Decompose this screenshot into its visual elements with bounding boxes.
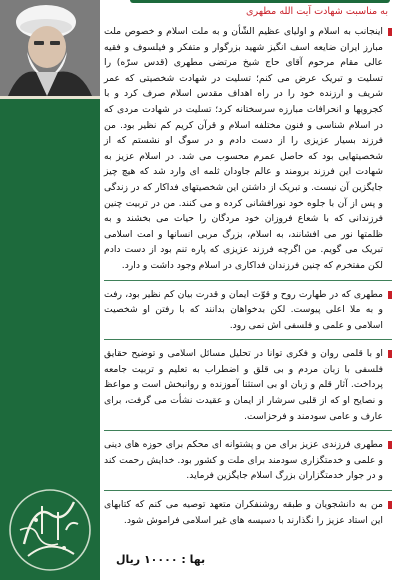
price-label: بها : ۱۰۰۰۰ ریال bbox=[116, 553, 206, 566]
header-title-bar bbox=[130, 0, 390, 3]
divider bbox=[104, 430, 392, 431]
divider bbox=[104, 339, 392, 340]
paragraph-1: اینجانب به اسلام و اولیای عظیم الشّأن و به ملت اسلام و خصوص ملت مبارز ایران ضایعه اسف انگیز شهید بزرگوار و متفکر و فیلسوف و فقیه عالی مقام مرحوم آقای حاج شیخ مرتضی مطهری (قدس سرّه) را تسلیت و تبریک عرض می کنم؛ تسلیت در شهادت شخصیتی که عمر شریف و ارزنده خود را در راه اهداف مقدس اسلام صرف کرد و با کجرویها و انحرافات مبارزه سرسختانه کرد؛ تسلیت در شهادت مردی که در اسلام شناسی و فنون مختلفه اسلام و قرآن کریم کم نظیر بود. من فرزند بسیار عزیزی را از دست دادم و در سوگ او نشستم که از شخصیتهایی بود که حاصل عمرم محسوب می شد. در اسلام عزیز به شهادت این فرزند برومند و عالم جاودان ثلمه ای وارد شد که هیچ چیز جایگزین آن نیست. و تبریک از داشتن این شخصیتهای فداکار که در زندگی و پس از آن با جلوه خود نورافشانی کرده و می کنند. من در تربیت چنین فرزندانی که با شعاع فروزان خود مردگان را حیات می بخشند و به ظلمتها نور می افشانند، به اسلام، بزرگ مربی انسانها و امت اسلامی تبریک می گویم. من اگرچه فرزند عزیزی که پاره تنم بود از دست دادم لکن مفتخرم که چنین فرزندان فداکاری در اسلام وجود داشت و دارد. bbox=[104, 24, 392, 274]
divider bbox=[104, 280, 392, 281]
calligraphy-emblem-icon bbox=[4, 484, 96, 576]
portrait-image bbox=[0, 0, 100, 96]
paragraph-4: مطهری فرزندی عزیز برای من و پشتوانه ای محکم برای حوزه های دینی و علمی و خدمتگزاری سودمند برای ملت و کشور بود. خدایش رحمت کند و در جوار خدمتگزاران بزرگ اسلام جایگزین فرماید. bbox=[104, 437, 392, 484]
header bbox=[100, 0, 400, 22]
paragraph-5: من به دانشجویان و طبقه روشنفکران متعهد توصیه می کنم که کتابهای این استاد عزیز را نگذارند با دسیسه های غیر اسلامی فراموش شود. bbox=[104, 497, 392, 528]
paragraph-3: او با قلمی روان و فکری توانا در تحلیل مسائل اسلامی و توضیح حقایق فلسفی با زبان مردم و بی قلق و اضطراب به تعلیم و تربیت جامعه پرداخت. آثار قلم و زبان او بی استثنا آموزنده و روانبخش است و مواعظ و نصایح او که از قلبی سرشار از ایمان و عقیدت نشأت می گرفت، برای عارف و عامی سودمند و فرحزاست. bbox=[104, 346, 392, 424]
header-subtitle: به مناسبت شهادت آیت الله مطهری bbox=[246, 6, 388, 17]
band-divider bbox=[0, 96, 100, 99]
statement-body bbox=[104, 24, 392, 548]
divider bbox=[104, 490, 392, 491]
paragraph-2: مطهری که در طهارت روح و قوّت ایمان و قدرت بیان کم نظیر بود، رفت و به ملا اعلی پیوست. لکن بدخواهان بدانند که با رفتن او شخصیت اسلامی و علمی و فلسفی اش نمی رود. bbox=[104, 287, 392, 334]
side-band bbox=[0, 0, 100, 580]
